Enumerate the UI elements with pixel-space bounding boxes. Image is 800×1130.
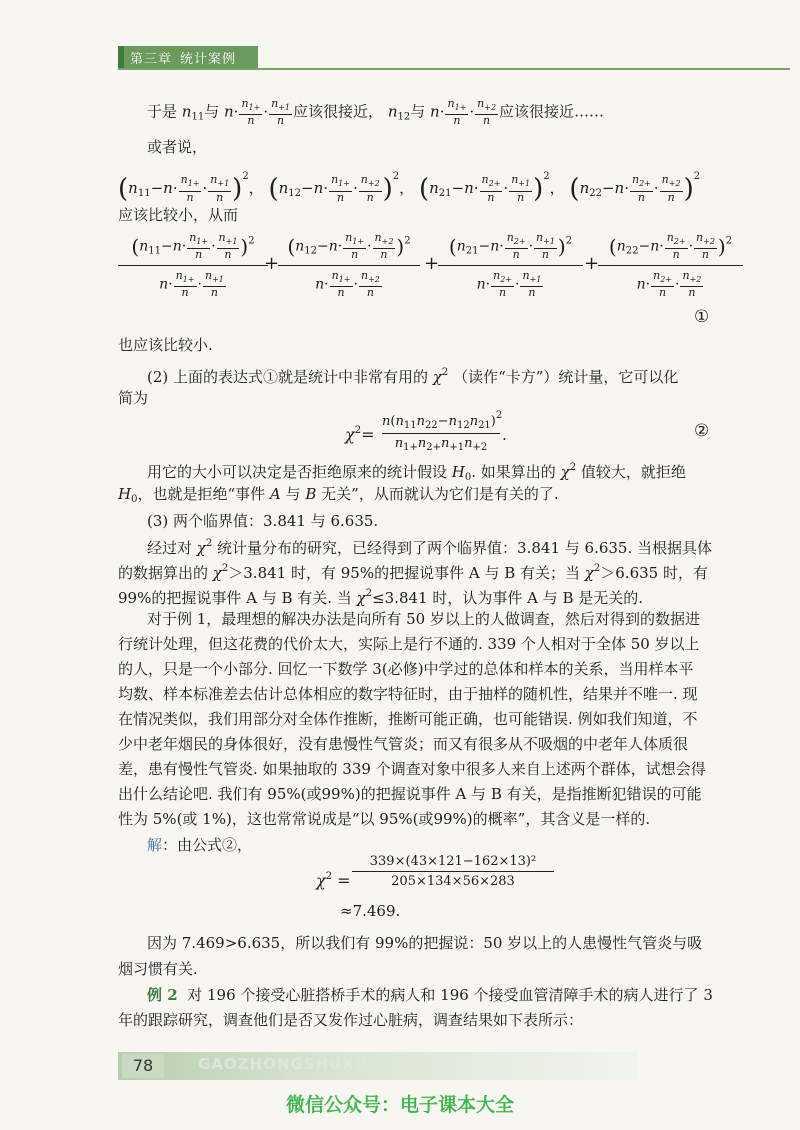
solution-line: 解：由公式②， xyxy=(147,836,253,854)
chi-square-calculation: $\frac{\text{339×(43×121−162×13)²}}{205\times 134\times 56\times 283}$ xyxy=(352,854,554,889)
chi-square-calc-symbol: $\chi^2$ = xyxy=(316,871,351,890)
chapter-header xyxy=(130,48,244,67)
para-chi-square-intro: (2) 上面的表达式①就是统计中非常有用的 $\chi^2$ （读作“卡方”）统计量，它可以化 xyxy=(147,367,679,386)
formula-line-1: 于是 $n_{11}$与 n· $\frac{n_{1+}}{n}$ · $\frac{n_{+1}}{n}$ 应该很接近， $n_{12}$与 n· $\frac{n_{1+}}{n}$ · $\frac{n_{+2}}{n}$ 应该很接近…… xyxy=(147,97,605,128)
para-critical-line-1: 经过对 $\chi^2$ 统计量分布的研究，已经得到了两个临界值：3.841 与 6.635. 当根据具体 xyxy=(147,538,713,557)
squared-terms-line: ($n_{11}-n\cdot$ $\frac{n_{1+}}{n}$ · $\frac{n_{+1}}{n}$ )$^2$， ($n_{12}-n\cdot$ $\frac{n_{1+}}{n}$ · $\frac{n_{+2}}{n}$ )$^2$， ($n_{21}-n\cdot$ $\frac{n_{2+}}{n}$ · $\frac{n_{+1}}{n}$ )$^2$， ($n_{22}-n\cdot$ $\frac{n_{2+}}{n}$ · $\frac{n_{+2}}{n}$ )$^2$ xyxy=(118,171,701,204)
equation-label-2: ② xyxy=(694,421,710,441)
para-critical-line-3: 99%的把握说事件 A 与 B 有关. 当 $\chi^2\le 3.841$ 时，认为事件 A 与 B 是无关的. xyxy=(118,588,644,607)
page-number: 78 xyxy=(122,1054,164,1078)
paragraph-line: 行统计处理，但这花费的代价太大，实际上是行不通的. 339 个人相对于全体 50 岁以上 xyxy=(118,635,700,653)
paragraph-line: 少中老年烟民的身体很好，没有患慢性气管炎；而又有很多从不吸烟的中老年人体质很 xyxy=(118,735,689,753)
sum-term-2: ($n_{12}-n\cdot$ $\frac{n_{1+}}{n}$ · $\frac{n_{+2}}{n}$ )$^2$ n· $\frac{n_{1+}}{n}$ · $\frac{n_{+2}}{n}$ xyxy=(278,232,420,299)
conclusion-line: 烟习惯有关. xyxy=(118,960,198,978)
plus-sign: + xyxy=(264,253,280,274)
plus-sign: + xyxy=(584,253,600,274)
plus-sign: + xyxy=(424,253,440,274)
sum-term-4: ($n_{22}-n\cdot$ $\frac{n_{2+}}{n}$ · $\frac{n_{+2}}{n}$ )$^2$ n· $\frac{n_{2+}}{n}$ · $\frac{n_{+2}}{n}$ xyxy=(598,232,743,299)
text-should-be-small: 应该比较小，从而 xyxy=(118,206,239,224)
sum-term-3: ($n_{21}-n\cdot$ $\frac{n_{2+}}{n}$ · $\frac{n_{+1}}{n}$ )$^2$ n· $\frac{n_{2+}}{n}$ · $\frac{n_{+1}}{n}$ xyxy=(438,232,583,299)
footer-series-text: GAOZHONGSHUXUE xyxy=(198,1055,380,1073)
header-rule xyxy=(118,68,790,70)
example-2-label: 例 2 xyxy=(147,986,178,1004)
solution-label: 解 xyxy=(147,836,163,854)
text-or-say: 或者说， xyxy=(147,138,208,156)
sum-term-1: ($n_{11}-n\cdot$ $\frac{n_{1+}}{n}$ · $\frac{n_{+1}}{n}$ )$^2$ n· $\frac{n_{1+}}{n}$ · $\frac{n_{+1}}{n}$ xyxy=(118,232,268,299)
para-reject-hypothesis: 用它的大小可以决定是否拒绝原来的统计假设 $H_0$. 如果算出的 $\chi^2$ 值较大，就拒绝 xyxy=(147,462,686,483)
formula-period: . xyxy=(502,426,507,444)
equation-label-1: ① xyxy=(694,307,710,327)
chi-square-formula: $\frac{n(n_{11}n_{22}-n_{12}n_{21})^2}{n_{1+}n_{2+}n_{+1}n_{+2}}$ xyxy=(382,410,503,453)
watermark-text: 微信公众号：电子课本大全 xyxy=(285,1094,514,1116)
paragraph-line: 对于例 1，最理想的解决办法是向所有 50 岁以上的人做调查，然后对得到的数据进 xyxy=(147,610,700,628)
paragraph-line: 出什么结论吧. 我们有 95%(或99%)的把握说事件 A 与 B 有关，是指推断犯错误的可能 xyxy=(118,785,702,803)
chapter-number: 第三章 xyxy=(130,52,173,67)
conclusion-line: 因为 7.469>6.635，所以我们有 99%的把握说：50 岁以上的人患慢性气管炎与吸 xyxy=(147,934,703,952)
para-critical-values: (3) 两个临界值：3.841 与 6.635. xyxy=(147,512,379,530)
paragraph-line: 差，患有慢性气管炎. 如果抽取的 339 个调查对象中很多人来自上述两个群体，试想会得 xyxy=(118,760,706,778)
para-reject-hypothesis-2: $H_0$，也就是拒绝“事件 A 与 B 无关”，从而就认为它们是有关的了. xyxy=(118,485,559,505)
chapter-title: 统计案例 xyxy=(180,52,237,67)
chi-square-symbol: $\chi^2=$ xyxy=(345,425,375,444)
example-2-line-2: 年的跟踪研究，调查他们是否又发作过心脏病，调查结果如下表所示： xyxy=(118,1011,584,1029)
example-2-line-1: 例 2 对 196 个接受心脏搭桥手术的病人和 196 个接受血管清障手术的病人进行了 3 xyxy=(147,986,713,1004)
paragraph-line: 在情况类似，我们用部分对全体作推断，推断可能正确，也可能错误. 例如我们知道，不 xyxy=(118,710,698,728)
chi-square-result: ≈7.469. xyxy=(340,902,401,920)
paragraph-line: 均数、样本标准差去估计总体相应的数字特征时，由于抽样的随机性，结果并不唯一. 现 xyxy=(118,685,698,703)
para-critical-line-2: 的数据算出的 $\chi^2>3.841$ 时，有 95%的把握说事件 A 与 B 有关；当 $\chi^2>6.635$ 时，有 xyxy=(118,563,708,582)
text-also-small: 也应该比较小. xyxy=(118,336,213,354)
paragraph-line: 性为 5%(或 1%)，这也常常说成是“以 95%(或99%)的概率”，其含义是一样的. xyxy=(118,810,651,828)
paragraph-line: 的人，只是一个小部分. 回忆一下数学 3(必修)中学过的总体和样本的关系，当用样本平 xyxy=(118,660,694,678)
text-simplify: 简为 xyxy=(118,389,149,407)
